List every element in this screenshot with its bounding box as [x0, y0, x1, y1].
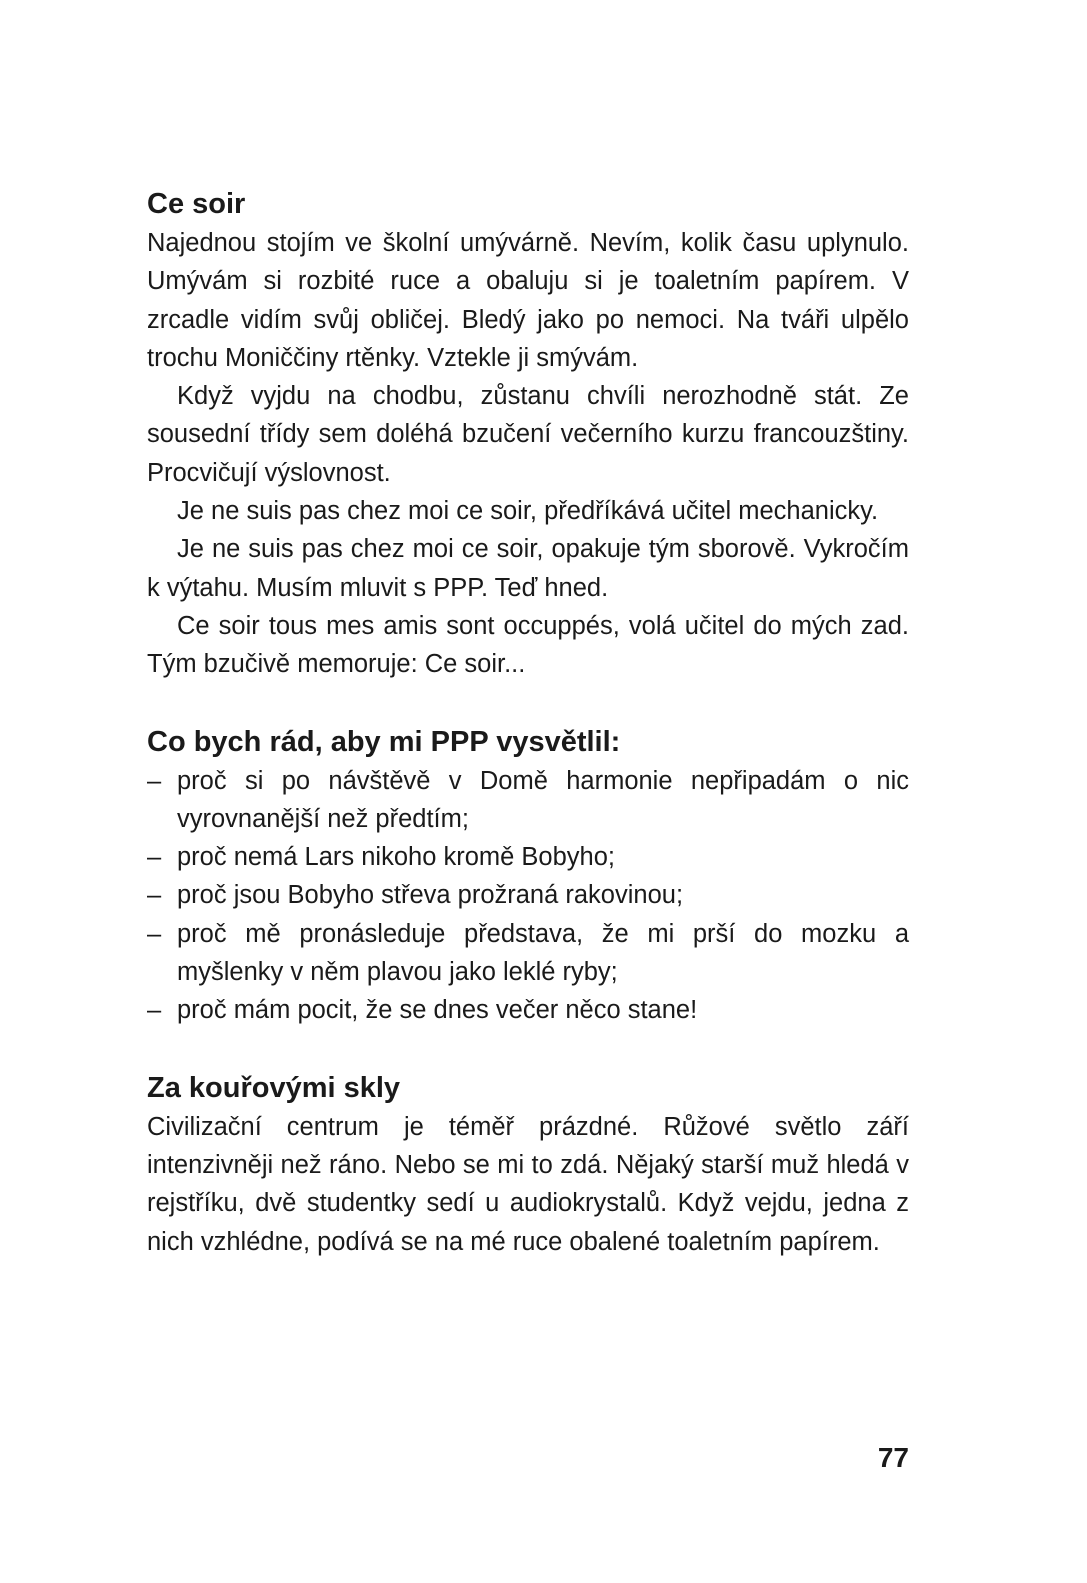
dash-marker: –	[147, 766, 162, 795]
page-number: 77	[877, 1442, 909, 1473]
section-heading: Za kouřovými skly	[147, 1071, 401, 1104]
section-ce-soir	[147, 184, 909, 684]
page-body	[147, 184, 909, 1261]
paragraph: Najednou stojím ve školní umývárně. Nevím, kolik času uplynulo. Umývám si rozbité ruce a obaluju si je toaletním papírem. V zrcadle vidím svůj obličej. Bledý jako po nemoci. Na tváři ulpělo trochu Moniččiny rtěnky. Vztekle ji smývám.	[147, 229, 909, 372]
paragraph: Ce soir tous mes amis sont occuppés, volá učitel do mých zad. Tým bzučivě memoruje: Ce soir...	[147, 611, 909, 679]
list-item	[147, 915, 909, 992]
section-questions-list	[147, 722, 909, 1030]
paragraph: Je ne suis pas chez moi ce soir, předříkává učitel mechanicky.	[177, 497, 879, 526]
list-item	[147, 876, 909, 914]
list-item	[147, 838, 909, 876]
paragraph: Civilizační centrum je téměř prázdné. Růžové světlo září intenzivněji než ráno. Nebo se mi to zdá. Nějaký starší muž hledá v rejstříku, dvě studentky sedí u audiokrystalů. Když vejdu, jedna z nich vzhlédne, podívá se na mé ruce obalené toaletním papírem.	[147, 1112, 909, 1256]
section-heading: Co bych rád, aby mi PPP vysvětlil:	[147, 725, 621, 758]
list-item	[147, 762, 909, 839]
section-za-kourovymi-skly	[147, 1068, 909, 1261]
dash-list	[147, 762, 909, 1030]
dash-marker: –	[147, 919, 162, 948]
list-item-text: proč nemá Lars nikoho kromě Bobyho;	[177, 843, 615, 872]
dash-marker: –	[147, 843, 162, 872]
section-heading: Ce soir	[147, 188, 246, 220]
list-item-text: proč mě pronásleduje představa, že mi prší do mozku a myšlenky v něm plavou jako leklé ryby;	[177, 919, 909, 987]
list-item-text: proč mám pocit, že se dnes večer něco stane!	[177, 996, 698, 1025]
list-item-text: proč si po návštěvě v Domě harmonie nepřipadám o nic vyrovnanější než předtím;	[177, 766, 909, 833]
paragraph: Když vyjdu na chodbu, zůstanu chvíli nerozhodně stát. Ze sousední třídy sem doléhá bzučení večerního kurzu francouzštiny. Procvičují výslovnost.	[147, 382, 909, 487]
list-item	[147, 991, 909, 1029]
dash-marker: –	[147, 881, 162, 910]
paragraph: Je ne suis pas chez moi ce soir, opakuje tým sborově. Vykročím k výtahu. Musím mluvit s PPP. Teď hned.	[147, 535, 909, 602]
dash-marker: –	[147, 996, 162, 1025]
list-item-text: proč jsou Bobyho střeva prožraná rakovinou;	[177, 881, 684, 910]
